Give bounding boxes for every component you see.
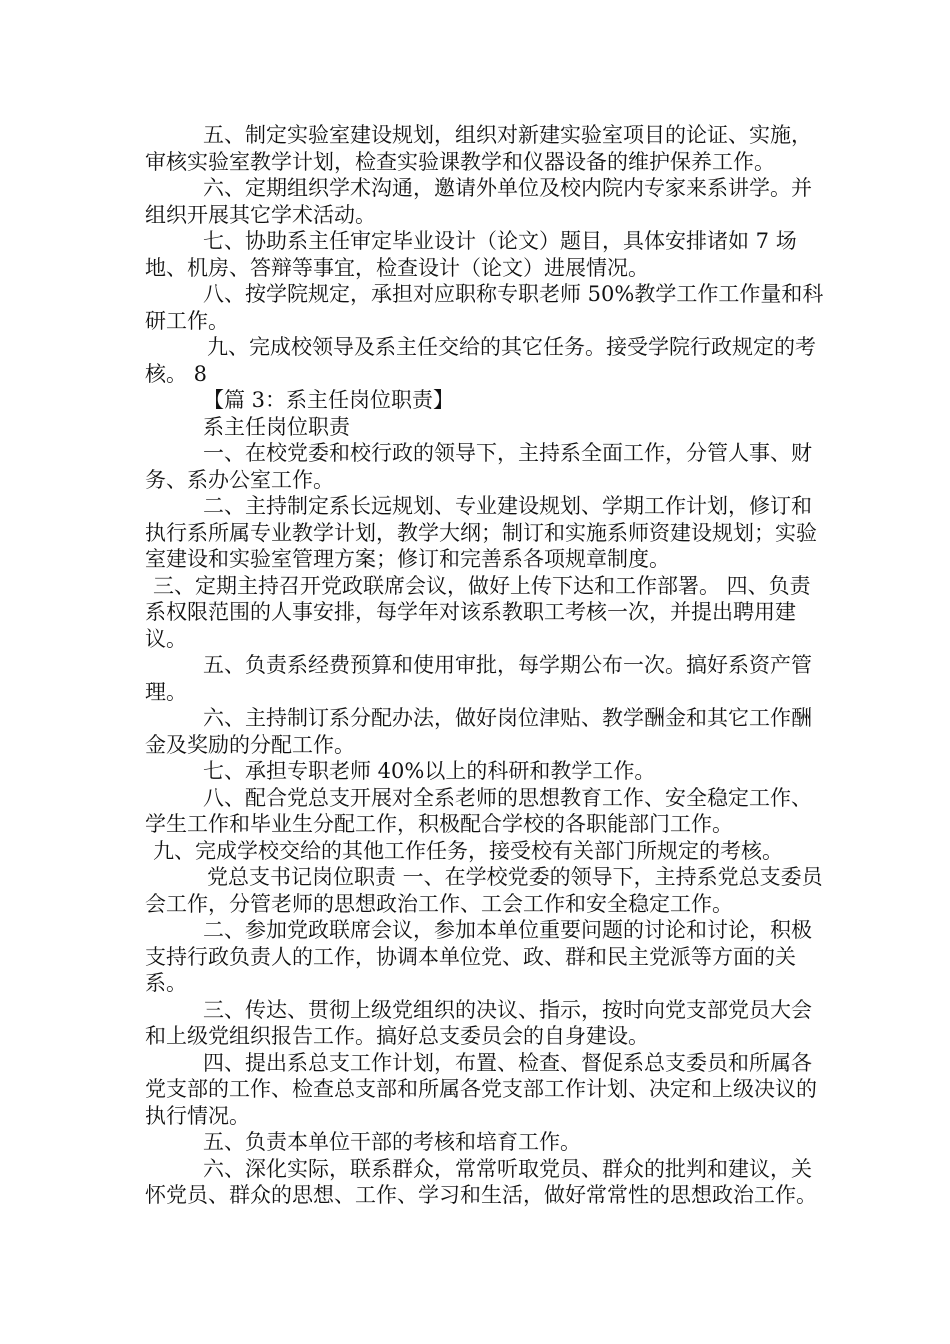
duty-7: 七、承担专职老师 40%以上的科研和教学工作。 [203, 759, 656, 783]
party-secretary-duty-6: 六、深化实际，联系群众，常常听取党员、群众的批判和建议，关怀党员、群众的思想、工作、学习和生活，做好常常性的思想政治工作。 [145, 1156, 817, 1207]
duty-6: 六、主持制订系分配办法，做好岗位津贴、教学酬金和其它工作酬金及奖励的分配工作。 [145, 706, 812, 757]
duty-5: 五、负责系经费预算和使用审批，每学期公布一次。搞好系资产管理。 [145, 653, 812, 704]
duty-9: 九、完成学校交给的其他工作任务，接受校有关部门所规定的考核。 [153, 838, 783, 863]
paragraph-7: 七、协助系主任审定毕业设计（论文）题目，具体安排诸如 7 场地、机房、答辩等事宜，检查设计（论文）进展情况。 [145, 229, 797, 280]
section-heading: 【篇 3：系主任岗位职责】 [203, 388, 455, 412]
paragraph-5: 五、制定实验室建设规划，组织对新建实验室项目的论证、实施，审核实验室教学计划，检查实验课教学和仪器设备的维护保养工作。 [145, 123, 812, 174]
duty-8: 八、配合党总支开展对全系老师的思想教育工作、安全稳定工作、学生工作和毕业生分配工作，积极配合学校的各职能部门工作。 [145, 785, 812, 836]
duty-2: 二、主持制定系长远规划、专业建设规划、学期工作计划，修订和执行系所属专业教学计划，教学大纲；制订和实施系师资建设规划；实验室建设和实验室管理方案；修订和完善系各项规章制度。 [145, 494, 817, 571]
duty-1: 一、在校党委和校行政的领导下，主持系全面工作，分管人事、财务、系办公室工作。 [145, 441, 812, 492]
duty-3-4: 三、定期主持召开党政联席会议，做好上传下达和工作部署。 四、负责系权限范围的人事安排，每学年对该系教职工考核一次，并提出聘用建议。 [145, 573, 811, 651]
party-secretary-duty-4: 四、提出系总支工作计划，布置、检查、督促系总支委员和所属各党支部的工作、检查总支部和所属各党支部工作计划、决定和上级决议的执行情况。 [145, 1050, 817, 1128]
paragraph-6: 六、定期组织学术沟通，邀请外单位及校内院内专家来系讲学。并组织开展其它学术活动。 [145, 176, 812, 227]
paragraph-9: 九、完成校领导及系主任交给的其它任务。接受学院行政规定的考核。 8 [145, 335, 816, 386]
document-body [145, 122, 825, 1209]
party-secretary-duty-5: 五、负责本单位干部的考核和培育工作。 [203, 1130, 581, 1154]
party-secretary-duty-1: 党总支书记岗位职责 一、在学校党委的领导下，主持系党总支委员会工作，分管老师的思想政治工作、工会工作和安全稳定工作。 [145, 865, 823, 916]
section-title: 系主任岗位职责 [203, 414, 350, 439]
party-secretary-duty-3: 三、传达、贯彻上级党组织的决议、指示，按时向党支部党员大会和上级党组织报告工作。搞好总支委员会的自身建设。 [145, 997, 812, 1048]
paragraph-8: 八、按学院规定，承担对应职称专职老师 50%教学工作工作量和科研工作。 [145, 282, 824, 333]
party-secretary-duty-2: 二、参加党政联席会议，参加本单位重要问题的讨论和讨论，积极支持行政负责人的工作，协调本单位党、政、群和民主党派等方面的关系。 [145, 918, 812, 995]
